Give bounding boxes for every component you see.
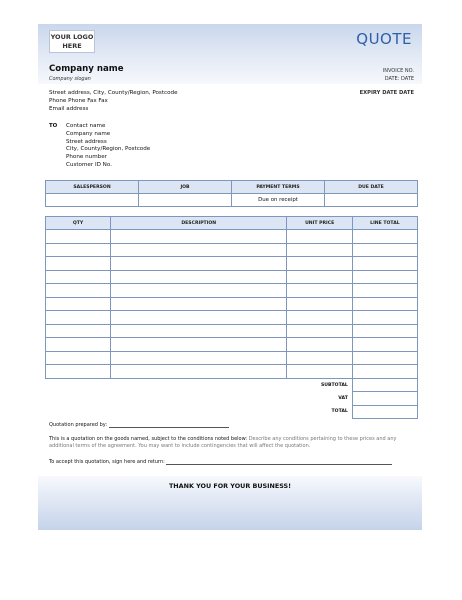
totals-spacer (111, 392, 287, 406)
terms-lead: This is a quotation on the goods named, subject to the conditions noted below: (49, 436, 248, 442)
description-cell[interactable] (111, 324, 287, 338)
description-cell[interactable] (111, 338, 287, 352)
unit-price-cell[interactable] (287, 351, 352, 365)
qty-cell[interactable] (46, 243, 111, 257)
vat-value[interactable] (352, 392, 417, 406)
line-item-row (46, 365, 418, 379)
due-date-header: DUE DATE (325, 181, 418, 194)
logo-line-2: HERE (62, 42, 82, 50)
thank-you-message: THANK YOU FOR YOUR BUSINESS! (168, 482, 292, 490)
recipient-contact: Contact name (66, 123, 106, 129)
description-cell[interactable] (111, 284, 287, 298)
description-cell[interactable] (111, 257, 287, 271)
terms-detail[interactable]: Describe any conditions pertaining to these prices and any additional terms of the agreement. You may want to include contingencies that will affect the quotation. (49, 436, 397, 449)
qty-cell[interactable] (46, 270, 111, 284)
line-item-row (46, 324, 418, 338)
payment-terms-cell[interactable]: Due on receipt (232, 194, 325, 207)
salesperson-cell[interactable] (46, 194, 139, 207)
line-total-cell[interactable] (352, 243, 417, 257)
sender-street: Street address, City, County/Region, Postcode (49, 90, 178, 96)
line-item-row (46, 270, 418, 284)
totals-spacer (111, 378, 287, 392)
subtotal-label: SUBTOTAL (321, 382, 348, 388)
prepared-by-line (49, 422, 229, 428)
totals-spacer (111, 405, 287, 419)
subtotal-row (46, 378, 418, 392)
qty-header: QTY (46, 217, 111, 230)
qty-cell[interactable] (46, 365, 111, 379)
to-label: TO (49, 123, 58, 129)
recipient-company: Company name (66, 130, 111, 137)
line-total-cell[interactable] (352, 365, 417, 379)
totals-section (46, 378, 418, 419)
line-total-header: LINE TOTAL (352, 217, 417, 230)
unit-price-cell[interactable] (287, 324, 352, 338)
recipient-address (66, 123, 150, 170)
unit-price-cell[interactable] (287, 365, 352, 379)
vat-row (46, 392, 418, 406)
unit-price-cell[interactable] (287, 243, 352, 257)
recipient-phone: Phone number (66, 154, 107, 161)
unit-price-cell[interactable] (287, 338, 352, 352)
description-cell[interactable] (111, 365, 287, 379)
totals-spacer (46, 392, 111, 406)
unit-price-cell[interactable] (287, 230, 352, 244)
salesperson-header: SALESPERSON (46, 181, 139, 194)
line-items-header-row (46, 217, 418, 230)
qty-cell[interactable] (46, 338, 111, 352)
qty-cell[interactable] (46, 297, 111, 311)
unit-price-cell[interactable] (287, 270, 352, 284)
line-total-cell[interactable] (352, 338, 417, 352)
line-item-row (46, 257, 418, 271)
company-name: Company name (49, 64, 124, 74)
qty-cell[interactable] (46, 284, 111, 298)
sender-phone: Phone Phone Fax Fax (49, 97, 108, 104)
job-header: JOB (139, 181, 232, 194)
unit-price-cell[interactable] (287, 257, 352, 271)
line-total-cell[interactable] (352, 284, 417, 298)
totals-spacer (46, 405, 111, 419)
accept-line (49, 459, 392, 465)
line-item-row (46, 284, 418, 298)
unit-price-cell[interactable] (287, 311, 352, 325)
sales-info-row (46, 194, 418, 207)
total-row (46, 405, 418, 419)
line-total-cell[interactable] (352, 311, 417, 325)
qty-cell[interactable] (46, 311, 111, 325)
unit-price-cell[interactable] (287, 284, 352, 298)
line-item-row (46, 338, 418, 352)
line-total-cell[interactable] (352, 230, 417, 244)
qty-cell[interactable] (46, 351, 111, 365)
logo-line-1: YOUR LOGO (50, 33, 94, 41)
line-items-body (46, 230, 418, 379)
unit-price-cell[interactable] (287, 297, 352, 311)
line-total-cell[interactable] (352, 257, 417, 271)
signature-field[interactable] (166, 459, 392, 465)
description-cell[interactable] (111, 297, 287, 311)
line-total-cell[interactable] (352, 351, 417, 365)
line-item-row (46, 297, 418, 311)
sales-info-header-row (46, 181, 418, 194)
sales-info-table (45, 180, 418, 207)
recipient-street: Street address (66, 138, 107, 145)
qty-cell[interactable] (46, 230, 111, 244)
total-label: TOTAL (331, 409, 348, 415)
quotation-terms (49, 436, 414, 450)
description-cell[interactable] (111, 243, 287, 257)
totals-spacer (46, 378, 111, 392)
job-cell[interactable] (139, 194, 232, 207)
document-title: QUOTE (356, 30, 412, 48)
expiry-date: EXPIRY DATE DATE (359, 90, 414, 96)
line-item-row (46, 243, 418, 257)
description-cell[interactable] (111, 311, 287, 325)
qty-cell[interactable] (46, 324, 111, 338)
accept-label: To accept this quotation, sign here and return: (49, 459, 165, 465)
due-date-cell[interactable] (325, 194, 418, 207)
invoice-date: DATE: DATE (384, 76, 414, 82)
payment-terms-header: PAYMENT TERMS (232, 181, 325, 194)
line-item-row (46, 351, 418, 365)
line-total-cell[interactable] (352, 297, 417, 311)
line-total-cell[interactable] (352, 270, 417, 284)
line-total-cell[interactable] (352, 324, 417, 338)
subtotal-value[interactable] (352, 378, 417, 392)
vat-label: VAT (338, 395, 348, 401)
description-cell[interactable] (111, 351, 287, 365)
description-cell[interactable] (111, 270, 287, 284)
description-header: DESCRIPTION (111, 217, 287, 230)
sender-email: Email address (49, 105, 89, 112)
unit-price-header: UNIT PRICE (287, 217, 352, 230)
line-item-row (46, 311, 418, 325)
recipient-city: City, County/Region, Postcode (66, 146, 151, 153)
total-value[interactable] (352, 405, 417, 419)
recipient-customer-id: Customer ID No. (66, 161, 112, 168)
prepared-by-label: Quotation prepared by: (49, 422, 108, 428)
logo-placeholder[interactable] (49, 30, 95, 53)
qty-cell[interactable] (46, 257, 111, 271)
company-slogan: Company slogan (49, 76, 91, 82)
quote-page (38, 24, 422, 530)
line-item-row (46, 230, 418, 244)
invoice-number: INVOICE NO. (382, 68, 414, 74)
description-cell[interactable] (111, 230, 287, 244)
sender-address (49, 90, 178, 113)
line-items-table (45, 216, 418, 419)
prepared-by-field[interactable] (109, 422, 229, 428)
